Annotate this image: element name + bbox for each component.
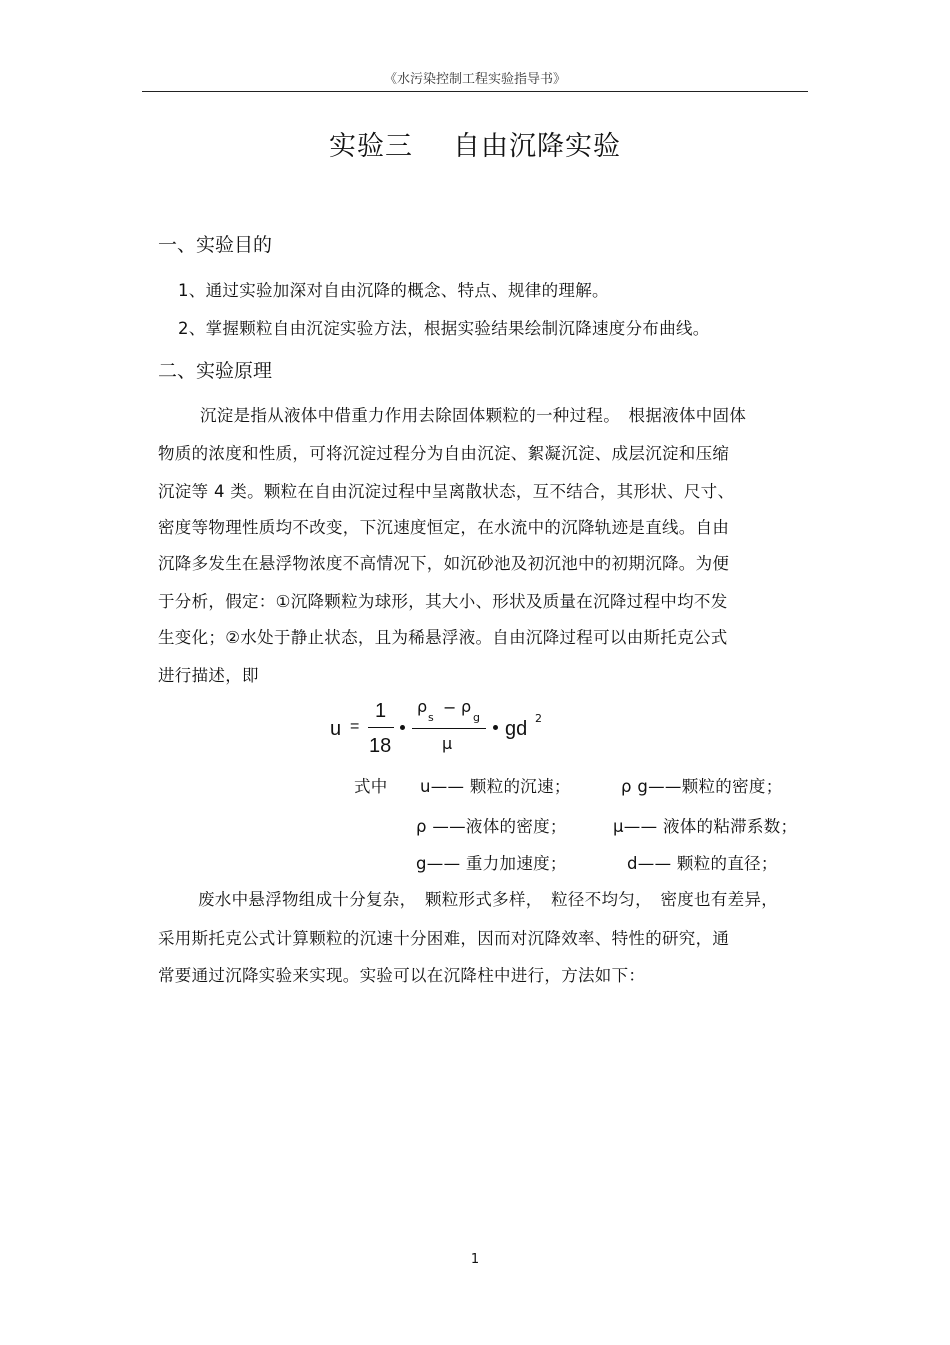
para1-line-8: 进行描述，即 [158,666,259,685]
def-mu: μ—— 液体的粘滞系数； [613,817,798,836]
formula-equals: = [350,718,360,735]
para1-line-7: 生变化；②水处于静止状态，且为稀悬浮液。自由沉降过程可以由斯托克公式 [158,628,728,647]
formula-exponent: 2 [535,712,542,725]
section2-heading: 二、实验原理 [158,360,273,382]
formula-sub-g: g [473,711,480,724]
page-title [0,124,950,163]
para2-line-2: 采用斯托克公式计算颗粒的沉速十分困难，因而对沉降效率、特性的研究，通 [158,929,730,948]
formula-rho-s: ρ [417,697,428,716]
para1-line-3: 沉淀等 4 类。颗粒在自由沉淀过程中呈离散状态，互不结合，其形状、尺寸、 [158,482,735,501]
defs-label: 式中 [354,777,388,796]
formula-dot-1 [400,725,405,730]
para1-line-2: 物质的浓度和性质，可将沉淀过程分为自由沉淀、絮凝沉淀、成层沉淀和压缩 [158,444,730,463]
def-u: u—— 颗粒的沉速； [420,777,571,796]
formula-minus: − [443,698,457,717]
running-header: 《水污染控制工程实验指导书》 [383,72,566,87]
page-number: 1 [470,1252,480,1267]
section1-heading: 一、实验目的 [158,234,273,256]
def-rho: ρ ——液体的密度； [416,817,567,836]
para1-line-4: 密度等物理性质均不改变，下沉速度恒定，在水流中的沉降轨迹是直线。自由 [158,518,730,537]
formula-gd: gd [505,718,528,740]
title-part-1: 实验三 [329,131,413,162]
formula-sub-s: s [428,711,434,724]
formula-lhs: u [330,718,342,740]
def-g: g—— 重力加速度； [416,854,567,873]
section1-item-1: 1、通过实验加深对自由沉降的概念、特点、规律的理解。 [178,281,609,300]
def-d: d—— 颗粒的直径； [627,854,778,873]
formula-frac1-denominator: 18 [369,735,392,757]
formula-mu: μ [442,734,453,753]
formula-rho-g: ρ [461,697,472,716]
title-part-2: 自由沉降实验 [453,131,621,162]
para1-line-5: 沉降多发生在悬浮物浓度不高情况下，如沉砂池及初沉池中的初期沉降。为便 [158,554,730,573]
para2-line-1: 废水中悬浮物组成十分复杂， 颗粒形式多样， 粒径不均匀， 密度也有差异， [198,890,779,909]
para1-line-6: 于分析，假定：①沉降颗粒为球形，其大小、形状及质量在沉降过程中均不发 [158,592,728,611]
para1-line-1: 沉淀是指从液体中借重力作用去除固体颗粒的一种过程。 根据液体中固体 [200,406,747,425]
formula-dot-2 [493,725,498,730]
formula-frac1-numerator: 1 [375,700,387,722]
para2-line-3: 常要通过沉降实验来实现。实验可以在沉降柱中进行，方法如下： [158,966,646,985]
formula-frac1-bar [368,727,394,728]
formula-frac2-bar [412,728,486,729]
section1-item-2: 2、掌握颗粒自由沉淀实验方法，根据实验结果绘制沉降速度分布曲线。 [178,319,710,338]
header-rule [142,91,808,92]
def-rho-g: ρ g——颗粒的密度； [621,777,783,796]
